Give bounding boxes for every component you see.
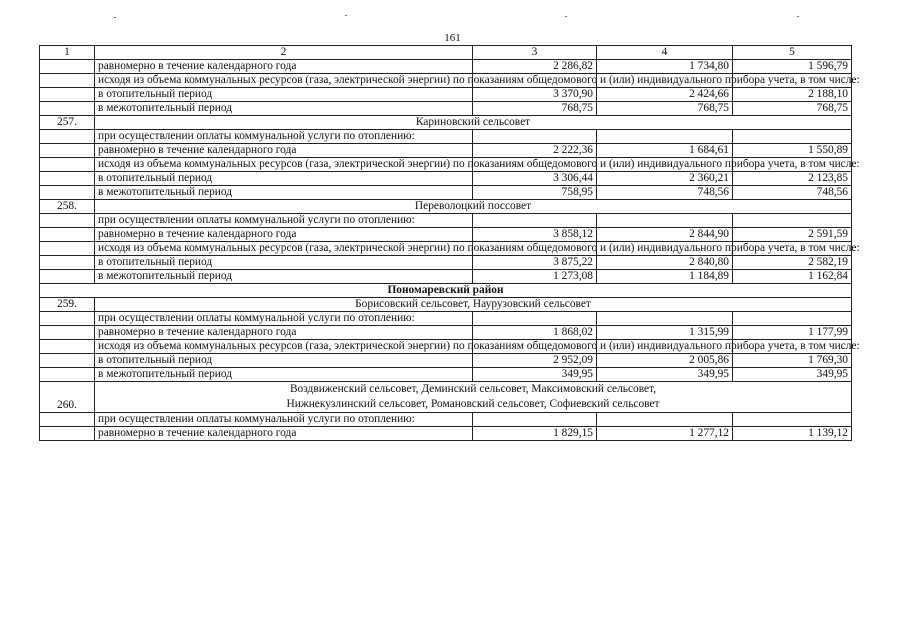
table-row bbox=[40, 228, 852, 242]
value-col-4: 768,75 bbox=[597, 102, 733, 116]
value-col-5: 1 139,12 bbox=[733, 427, 852, 441]
section-title: Переволоцкий поссовет bbox=[95, 200, 852, 214]
value-col-4: 748,56 bbox=[597, 186, 733, 200]
row-label: равномерно в течение календарного года bbox=[95, 427, 473, 441]
subheading-row bbox=[40, 340, 852, 354]
value-col-5: 1 162,84 bbox=[733, 270, 852, 284]
column-header: 5 bbox=[733, 46, 852, 60]
scan-speck bbox=[114, 17, 116, 18]
row-label: при осуществлении оплаты коммунальной услуги по отоплению: bbox=[95, 312, 473, 326]
value-col-5: 1 769,30 bbox=[733, 354, 852, 368]
row-number-cell bbox=[40, 326, 95, 340]
row-number-cell bbox=[40, 144, 95, 158]
table-row bbox=[40, 88, 852, 102]
row-label: в отопительный период bbox=[95, 88, 473, 102]
row-number-cell bbox=[40, 340, 95, 354]
row-label: равномерно в течение календарного года bbox=[95, 228, 473, 242]
table-body bbox=[40, 46, 860, 441]
table-header-row bbox=[40, 46, 852, 60]
value-col-5: 2 591,59 bbox=[733, 228, 852, 242]
value-col-4: 2 424,66 bbox=[597, 88, 733, 102]
row-label: при осуществлении оплаты коммунальной услуги по отоплению: bbox=[95, 214, 473, 228]
row-label: исходя из объема коммунальных ресурсов (газа, электрической энергии) по показаниям общедомового и (или) индивидуального прибора учета, в том числе: bbox=[95, 74, 473, 88]
row-number-cell bbox=[40, 242, 95, 256]
value-col-4: 2 840,80 bbox=[597, 256, 733, 270]
value-col-3: 768,75 bbox=[473, 102, 597, 116]
subheading-row bbox=[40, 74, 852, 88]
value-col-5 bbox=[733, 312, 852, 326]
row-number-cell bbox=[40, 368, 95, 382]
section-number: 258. bbox=[40, 200, 95, 214]
value-col-5: 1 596,79 bbox=[733, 60, 852, 74]
column-header: 4 bbox=[597, 46, 733, 60]
section-title: Борисовский сельсовет, Наурузовский сельсовет bbox=[95, 298, 852, 312]
row-number-cell bbox=[40, 130, 95, 144]
subheading-row bbox=[40, 242, 852, 256]
value-col-4 bbox=[597, 214, 733, 228]
row-number-cell bbox=[40, 270, 95, 284]
section-number: 259. bbox=[40, 298, 95, 312]
table-row bbox=[40, 172, 852, 186]
value-col-4: 2 844,90 bbox=[597, 228, 733, 242]
row-number-cell bbox=[40, 427, 95, 441]
section-number: 260. bbox=[40, 382, 95, 413]
row-label: в межотопительный период bbox=[95, 186, 473, 200]
table-row bbox=[40, 326, 852, 340]
row-label: в межотопительный период bbox=[95, 270, 473, 284]
row-number-cell bbox=[40, 312, 95, 326]
section-title: Кариновский сельсовет bbox=[95, 116, 852, 130]
value-col-4: 2 005,86 bbox=[597, 354, 733, 368]
row-label: в отопительный период bbox=[95, 172, 473, 186]
value-col-5: 2 582,19 bbox=[733, 256, 852, 270]
value-col-5: 768,75 bbox=[733, 102, 852, 116]
value-col-3: 1 868,02 bbox=[473, 326, 597, 340]
table-row bbox=[40, 368, 852, 382]
subheading-row bbox=[40, 312, 852, 326]
value-col-5: 349,95 bbox=[733, 368, 852, 382]
row-number-cell bbox=[40, 413, 95, 427]
value-col-4: 1 684,61 bbox=[597, 144, 733, 158]
value-col-3: 1 829,15 bbox=[473, 427, 597, 441]
value-col-4 bbox=[597, 312, 733, 326]
value-col-5 bbox=[733, 413, 852, 427]
column-header: 1 bbox=[40, 46, 95, 60]
table-row bbox=[40, 270, 852, 284]
row-label: в межотопительный период bbox=[95, 368, 473, 382]
district-row bbox=[40, 284, 852, 298]
value-col-4: 1 315,99 bbox=[597, 326, 733, 340]
scan-speck bbox=[345, 15, 347, 16]
value-col-5 bbox=[733, 214, 852, 228]
row-number-cell bbox=[40, 102, 95, 116]
row-label: исходя из объема коммунальных ресурсов (газа, электрической энергии) по показаниям общедомового и (или) индивидуального прибора учета, в том числе: bbox=[95, 158, 473, 172]
section-row bbox=[40, 200, 852, 214]
row-number-cell bbox=[40, 158, 95, 172]
table-row bbox=[40, 427, 852, 441]
value-col-4: 1 277,12 bbox=[597, 427, 733, 441]
table-row bbox=[40, 102, 852, 116]
row-number-cell bbox=[40, 228, 95, 242]
section-row bbox=[40, 116, 852, 130]
value-col-5: 748,56 bbox=[733, 186, 852, 200]
value-col-4: 1 734,80 bbox=[597, 60, 733, 74]
row-label: при осуществлении оплаты коммунальной услуги по отоплению: bbox=[95, 130, 473, 144]
row-label: исходя из объема коммунальных ресурсов (газа, электрической энергии) по показаниям общедомового и (или) индивидуального прибора учета, в том числе: bbox=[95, 242, 473, 256]
value-col-4: 1 184,89 bbox=[597, 270, 733, 284]
value-col-3: 3 370,90 bbox=[473, 88, 597, 102]
subheading-row bbox=[40, 158, 852, 172]
value-col-5: 2 123,85 bbox=[733, 172, 852, 186]
table-row bbox=[40, 186, 852, 200]
value-col-4: 2 360,21 bbox=[597, 172, 733, 186]
row-label: в отопительный период bbox=[95, 256, 473, 270]
value-col-3: 349,95 bbox=[473, 368, 597, 382]
row-label: в отопительный период bbox=[95, 354, 473, 368]
district-title: Пономаревский район bbox=[40, 284, 852, 298]
value-col-3: 758,95 bbox=[473, 186, 597, 200]
value-col-3: 3 875,22 bbox=[473, 256, 597, 270]
value-col-4 bbox=[597, 413, 733, 427]
section-row bbox=[40, 382, 852, 413]
value-col-3: 2 222,36 bbox=[473, 144, 597, 158]
table-row bbox=[40, 144, 852, 158]
column-header: 2 bbox=[95, 46, 473, 60]
value-col-5: 1 550,89 bbox=[733, 144, 852, 158]
value-col-4: 349,95 bbox=[597, 368, 733, 382]
row-number-cell bbox=[40, 88, 95, 102]
row-number-cell bbox=[40, 354, 95, 368]
tariff-table bbox=[39, 45, 860, 441]
row-label: исходя из объема коммунальных ресурсов (газа, электрической энергии) по показаниям общедомового и (или) индивидуального прибора учета, в том числе: bbox=[95, 340, 473, 354]
row-label: при осуществлении оплаты коммунальной услуги по отоплению: bbox=[95, 413, 473, 427]
value-col-3 bbox=[473, 130, 597, 144]
value-col-5: 1 177,99 bbox=[733, 326, 852, 340]
value-col-3: 1 273,08 bbox=[473, 270, 597, 284]
row-number-cell bbox=[40, 74, 95, 88]
value-col-5 bbox=[733, 130, 852, 144]
value-col-5: 2 188,10 bbox=[733, 88, 852, 102]
row-label: в межотопительный период bbox=[95, 102, 473, 116]
row-number-cell bbox=[40, 256, 95, 270]
section-number: 257. bbox=[40, 116, 95, 130]
column-header: 3 bbox=[473, 46, 597, 60]
row-number-cell bbox=[40, 186, 95, 200]
scan-speck bbox=[797, 16, 799, 17]
row-label: равномерно в течение календарного года bbox=[95, 60, 473, 74]
page-number: 161 bbox=[444, 32, 461, 44]
subheading-row bbox=[40, 130, 852, 144]
section-title: Воздвиженский сельсовет, Деминский сельсовет, Максимовский сельсовет, Нижнекузлинский сельсовет, Романовский сельсовет, Софиевский сельсовет bbox=[95, 382, 852, 413]
value-col-3: 3 306,44 bbox=[473, 172, 597, 186]
value-col-3: 2 952,09 bbox=[473, 354, 597, 368]
subheading-row bbox=[40, 214, 852, 228]
table-row bbox=[40, 256, 852, 270]
scan-speck bbox=[565, 16, 567, 17]
subheading-row bbox=[40, 413, 852, 427]
row-number-cell bbox=[40, 214, 95, 228]
value-col-3: 2 286,82 bbox=[473, 60, 597, 74]
row-number-cell bbox=[40, 60, 95, 74]
table-row bbox=[40, 354, 852, 368]
value-col-3 bbox=[473, 312, 597, 326]
table-row bbox=[40, 60, 852, 74]
row-label: равномерно в течение календарного года bbox=[95, 144, 473, 158]
value-col-4 bbox=[597, 130, 733, 144]
value-col-3 bbox=[473, 214, 597, 228]
value-col-3: 3 858,12 bbox=[473, 228, 597, 242]
row-number-cell bbox=[40, 172, 95, 186]
row-label: равномерно в течение календарного года bbox=[95, 326, 473, 340]
section-row bbox=[40, 298, 852, 312]
value-col-3 bbox=[473, 413, 597, 427]
